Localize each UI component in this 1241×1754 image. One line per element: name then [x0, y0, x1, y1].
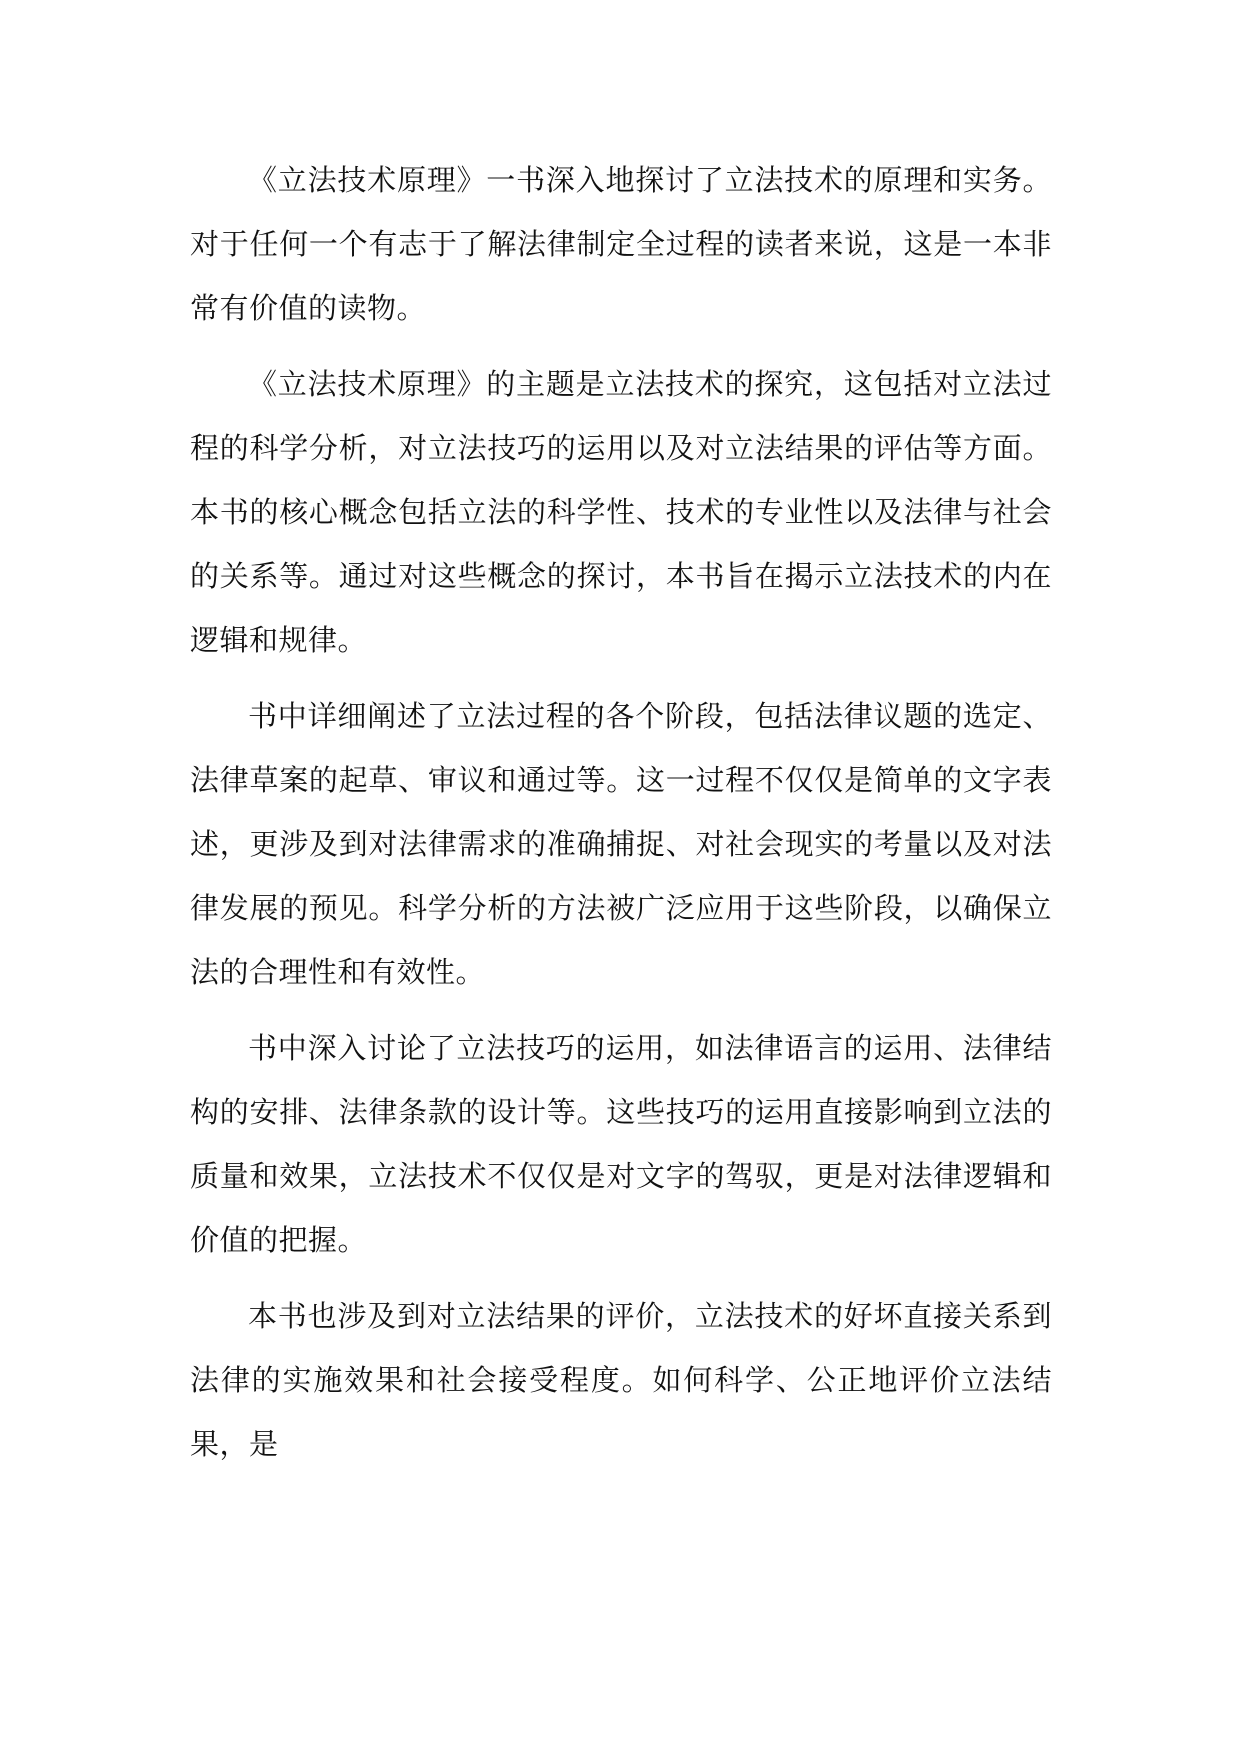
paragraph-2: 《立法技术原理》的主题是立法技术的探究，这包括对立法过程的科学分析，对立法技巧的运用以及对立法结果的评估等方面。本书的核心概念包括立法的科学性、技术的专业性以及法律与社会的关系等。通过对这些概念的探讨，本书旨在揭示立法技术的内在逻辑和规律。 — [190, 367, 1052, 657]
paragraph-4: 书中深入讨论了立法技巧的运用，如法律语言的运用、法律结构的安排、法律条款的设计等。这些技巧的运用直接影响到立法的质量和效果，立法技术不仅仅是对文字的驾驭，更是对法律逻辑和价值的把握。 — [190, 1031, 1052, 1257]
document-body — [190, 148, 1052, 1488]
paragraph-1: 《立法技术原理》一书深入地探讨了立法技术的原理和实务。对于任何一个有志于了解法律制定全过程的读者来说，这是一本非常有价值的读物。 — [190, 163, 1052, 325]
paragraph-3: 书中详细阐述了立法过程的各个阶段，包括法律议题的选定、法律草案的起草、审议和通过等。这一过程不仅仅是简单的文字表述，更涉及到对法律需求的准确捕捉、对社会现实的考量以及对法律发展的预见。科学分析的方法被广泛应用于这些阶段，以确保立法的合理性和有效性。 — [190, 699, 1052, 989]
paragraph-5: 本书也涉及到对立法结果的评价，立法技术的好坏直接关系到法律的实施效果和社会接受程度。如何科学、公正地评价立法结果，是 — [190, 1299, 1052, 1461]
